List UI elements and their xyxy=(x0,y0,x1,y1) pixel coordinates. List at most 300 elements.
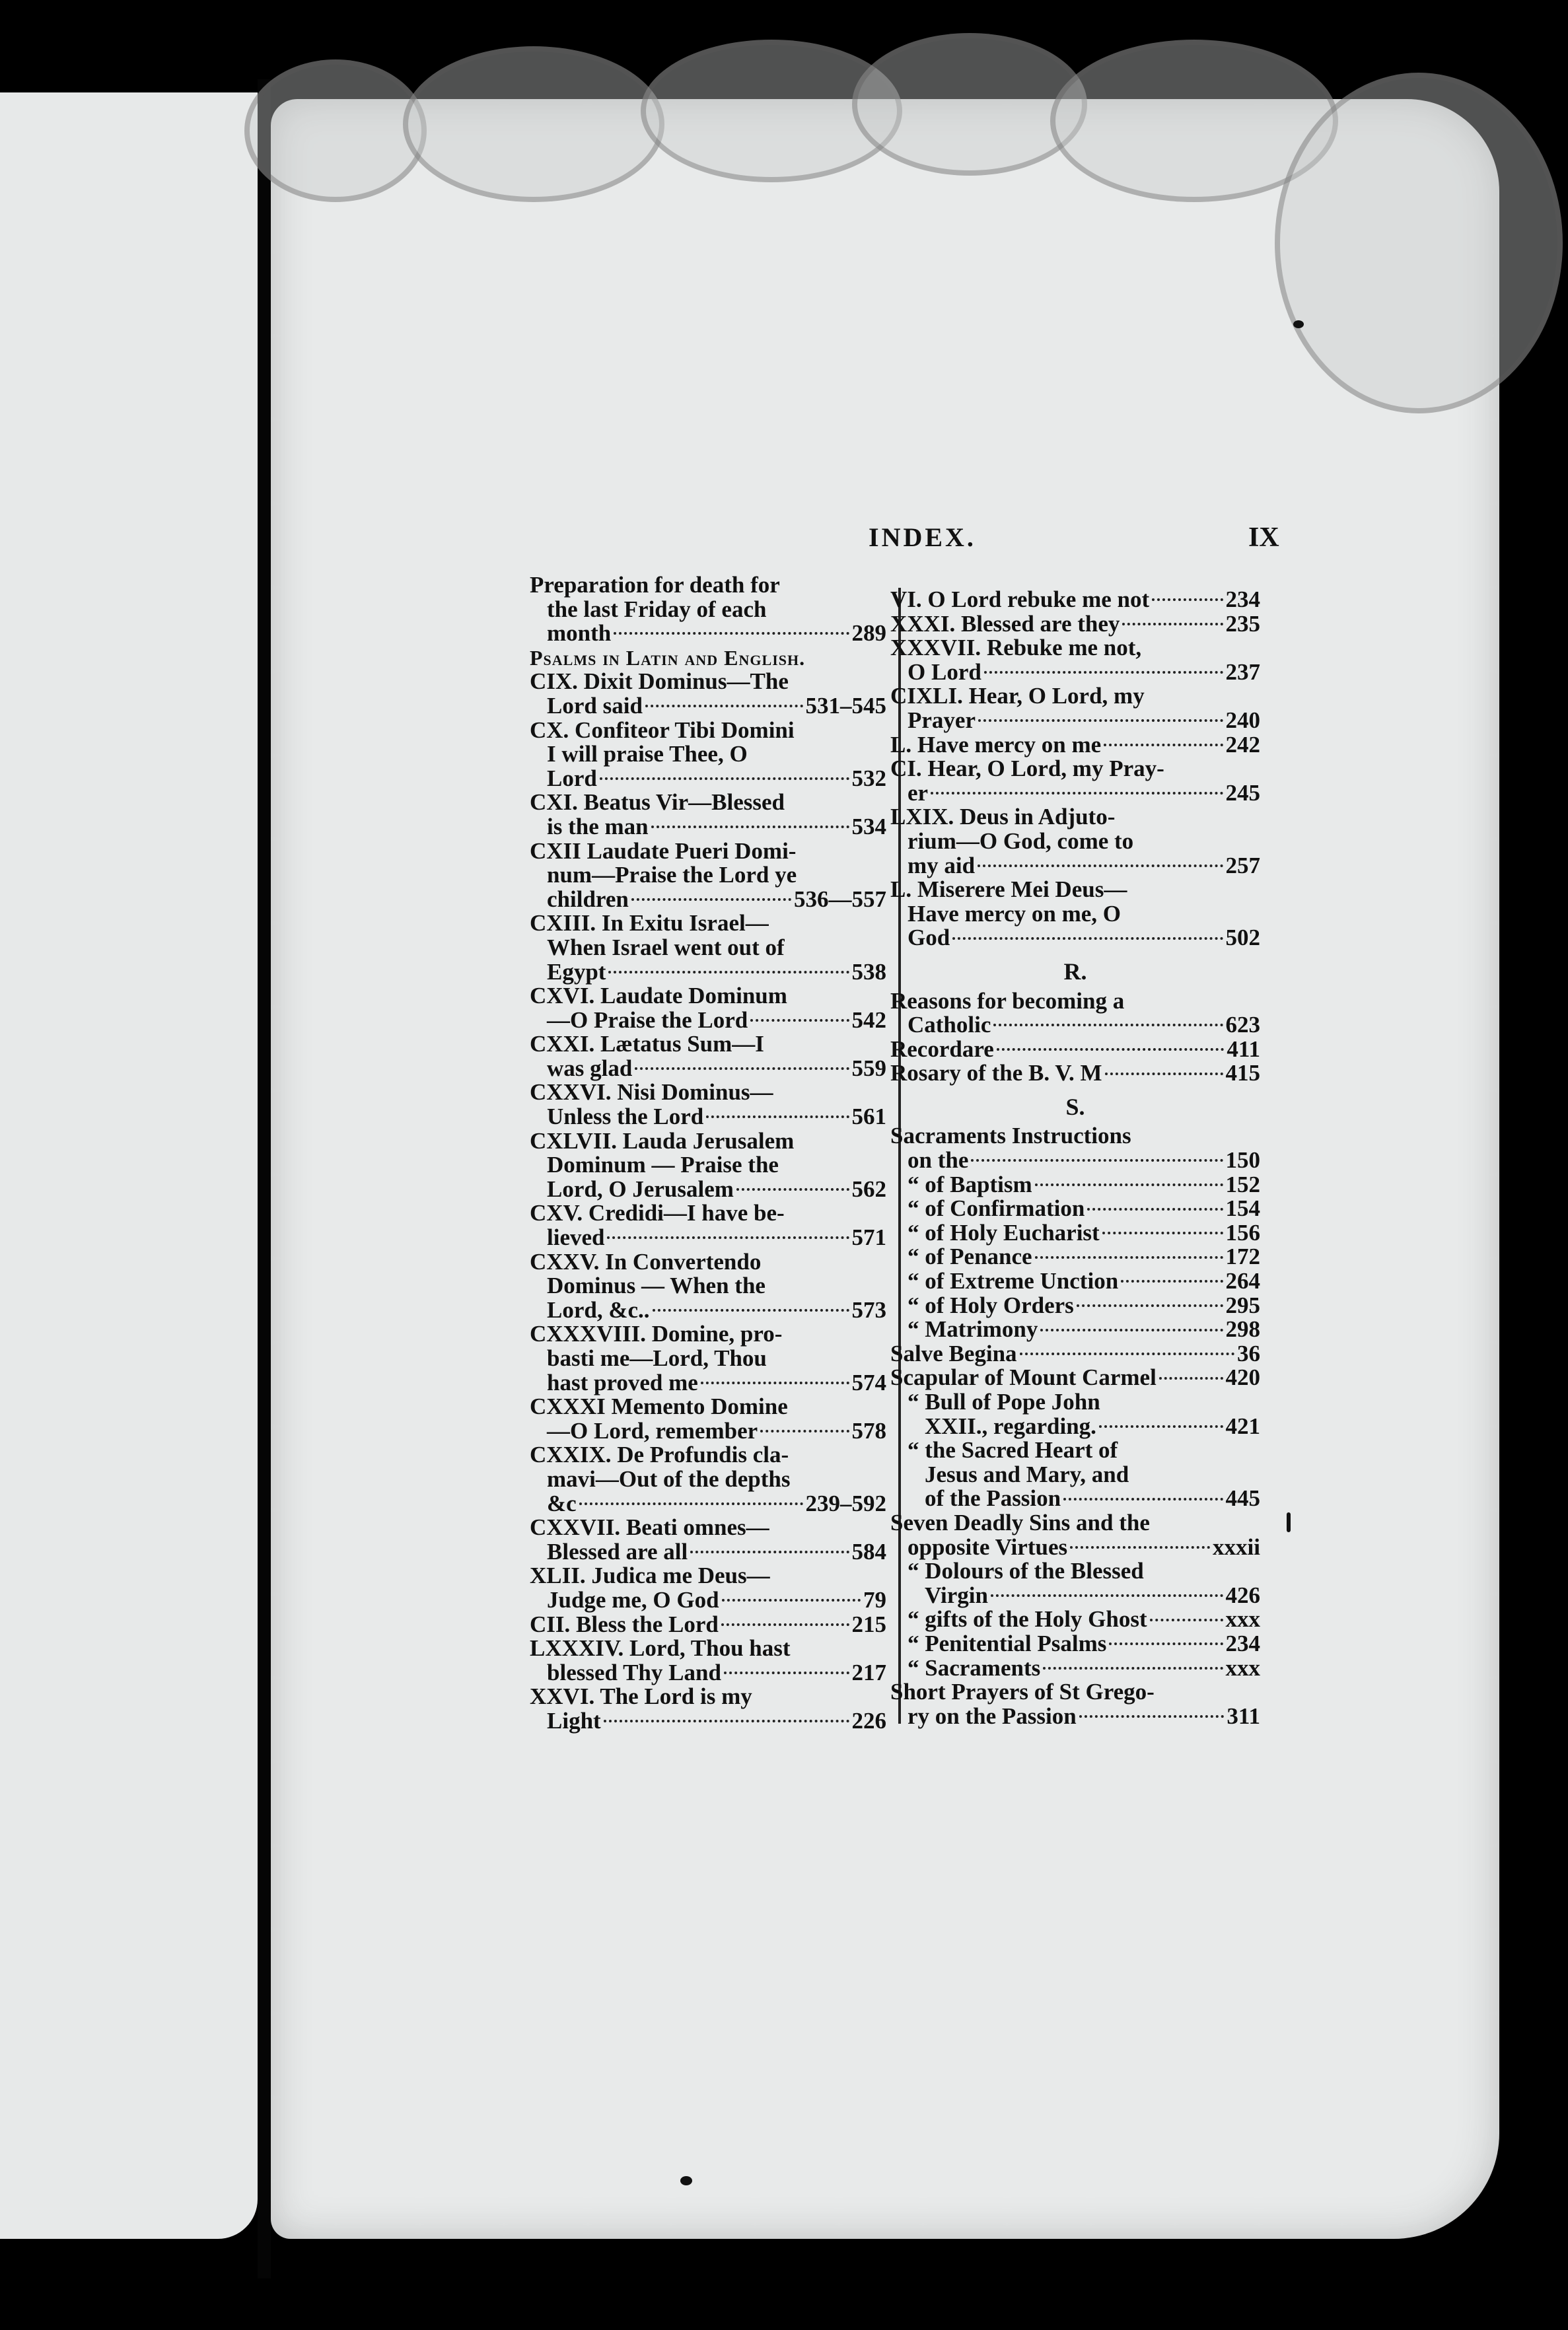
page-ref: 154 xyxy=(1225,1195,1260,1222)
entry-text: Recordare xyxy=(890,1036,994,1062)
index-entry xyxy=(530,791,886,839)
entry-text: CII. Bless the Lord xyxy=(530,1611,719,1637)
dot-leader xyxy=(724,1672,849,1674)
dot-leader xyxy=(978,719,1223,722)
page-ref: 445 xyxy=(1225,1485,1260,1512)
entry-text: Jesus and Mary, and xyxy=(925,1461,1129,1487)
entry-text: CXXVII. Beati omnes— xyxy=(530,1514,769,1541)
page-ref: 237 xyxy=(1225,658,1260,685)
entry-text: “ Penitential Psalms xyxy=(908,1630,1107,1656)
page-ref: 234 xyxy=(1225,586,1260,612)
entry-line xyxy=(530,1032,886,1057)
entry-line xyxy=(890,805,1260,830)
entry-text: CXVI. Laudate Dominum xyxy=(530,983,787,1009)
dot-leader xyxy=(614,632,849,635)
dot-leader xyxy=(1104,744,1223,746)
entry-line xyxy=(530,936,886,960)
page-ref: 235 xyxy=(1225,610,1260,637)
entry-text: I will praise Thee, O xyxy=(547,741,748,767)
entry-text: Seven Deadly Sins and the xyxy=(890,1509,1150,1536)
entry-line xyxy=(890,1038,1260,1062)
entry-line xyxy=(908,1318,1260,1342)
index-entry xyxy=(890,1342,1260,1366)
entry-line xyxy=(890,902,1260,927)
entry-line xyxy=(890,612,1260,637)
page-ref: 573 xyxy=(851,1296,886,1323)
entry-text: Light xyxy=(547,1707,601,1734)
index-entry xyxy=(890,1438,1260,1511)
water-stain xyxy=(403,46,664,202)
entry-line xyxy=(530,1492,886,1516)
dot-leader xyxy=(1035,1256,1223,1259)
page-ref: 172 xyxy=(1225,1244,1260,1270)
entry-line xyxy=(530,573,886,598)
entry-text: rium—O God, come to xyxy=(908,828,1134,854)
index-entry xyxy=(890,1632,1260,1656)
dot-leader xyxy=(952,937,1223,940)
entry-line xyxy=(908,1438,1260,1463)
index-entry xyxy=(890,757,1260,805)
entry-line xyxy=(890,1342,1260,1366)
entry-text: “ Sacraments xyxy=(908,1654,1041,1681)
page-ref: 532 xyxy=(851,765,886,791)
entry-line xyxy=(530,1057,886,1081)
dot-leader xyxy=(1122,623,1223,625)
page-ref: 239–592 xyxy=(805,1490,886,1516)
entry-text: ry on the Passion xyxy=(908,1703,1077,1729)
index-entry xyxy=(530,1322,886,1395)
page-ref: 240 xyxy=(1225,707,1260,733)
entry-text: O Lord xyxy=(908,658,981,685)
entry-text: blessed Thy Land xyxy=(547,1659,721,1685)
ink-spot xyxy=(680,2176,692,2185)
entry-line xyxy=(908,1487,1260,1511)
entry-text: CXLVII. Lauda Jerusalem xyxy=(530,1127,795,1154)
entry-text: “ of Penance xyxy=(908,1244,1032,1270)
entry-line xyxy=(530,1008,886,1033)
index-entry xyxy=(530,1443,886,1516)
entry-text: LXIX. Deus in Adjuto- xyxy=(890,804,1116,830)
page-ref: xxx xyxy=(1225,1654,1260,1681)
entry-line xyxy=(530,1129,886,1154)
entry-line xyxy=(890,588,1260,612)
entry-text: lieved xyxy=(547,1224,605,1251)
entry-text: XXII., regarding. xyxy=(925,1413,1096,1439)
page-ref: 584 xyxy=(851,1538,886,1565)
entry-text: Lord, &c.. xyxy=(547,1296,650,1323)
entry-text: Dominus — When the xyxy=(547,1273,766,1299)
entry-text: on the xyxy=(908,1147,969,1174)
dot-leader xyxy=(604,1720,849,1722)
page-ref: 421 xyxy=(1225,1413,1260,1439)
dot-leader xyxy=(1105,1073,1223,1075)
page-number: IX xyxy=(1248,522,1279,553)
page-ref: xxxii xyxy=(1213,1534,1260,1560)
entry-text: VI. O Lord rebuke me not xyxy=(890,586,1150,612)
entry-text: mavi—Out of the depths xyxy=(547,1465,791,1492)
entry-line xyxy=(908,1559,1260,1584)
index-entry xyxy=(530,984,886,1032)
entry-text: “ the Sacred Heart of xyxy=(908,1437,1118,1464)
entry-line xyxy=(530,1347,886,1371)
entry-text: “ of Confirmation xyxy=(908,1195,1085,1222)
entry-text: is the man xyxy=(547,813,649,839)
entry-text: my aid xyxy=(908,852,976,878)
index-entry xyxy=(530,1516,886,1564)
entry-line xyxy=(890,709,1260,733)
water-stain xyxy=(244,59,427,202)
page-ref: 574 xyxy=(851,1369,886,1395)
entry-text: CXXVI. Nisi Dominus— xyxy=(530,1079,773,1106)
index-entry xyxy=(530,1080,886,1129)
index-entry xyxy=(890,1390,1260,1438)
entry-line xyxy=(530,621,886,646)
entry-line xyxy=(890,854,1260,878)
dot-leader xyxy=(1035,1183,1223,1186)
entry-text: “ of Baptism xyxy=(908,1171,1032,1197)
dot-leader xyxy=(690,1551,849,1553)
letter-heading: S. xyxy=(1065,1093,1085,1120)
page-ref: 234 xyxy=(1225,1630,1260,1656)
index-entry xyxy=(890,1559,1260,1607)
dot-leader xyxy=(971,1159,1223,1162)
index-entry xyxy=(890,1607,1260,1632)
entry-line xyxy=(890,1148,1260,1173)
entry-text: Salve Begina xyxy=(890,1340,1017,1366)
page-ref: 242 xyxy=(1225,731,1260,758)
entry-text: “ Dolours of the Blessed xyxy=(908,1558,1144,1584)
entry-line xyxy=(530,1540,886,1565)
entry-text: LXXXIV. Lord, Thou hast xyxy=(530,1635,791,1662)
page-ref: 623 xyxy=(1225,1012,1260,1038)
index-entry xyxy=(530,573,886,646)
entry-text: —O Praise the Lord xyxy=(547,1006,748,1033)
page-ref: 245 xyxy=(1225,779,1260,806)
index-entry xyxy=(890,878,1260,950)
entry-text: “ Matrimony xyxy=(908,1316,1038,1343)
entry-text: CXIII. In Exitu Israel— xyxy=(530,910,769,936)
page-ref: 226 xyxy=(851,1707,886,1734)
dot-leader xyxy=(1077,1304,1223,1307)
entry-line xyxy=(890,1511,1260,1536)
ink-spot xyxy=(1293,320,1304,328)
page-ref: 36 xyxy=(1237,1340,1260,1366)
index-entry xyxy=(890,1269,1260,1294)
entry-line xyxy=(890,1061,1260,1086)
entry-text: L. Have mercy on me xyxy=(890,731,1102,758)
entry-text: of the Passion xyxy=(925,1485,1061,1512)
entry-text: Lord xyxy=(547,765,597,791)
entry-text: Prayer xyxy=(908,707,976,733)
entry-text: Lord, O Jerusalem xyxy=(547,1176,734,1202)
entry-line xyxy=(890,1536,1260,1560)
entry-line xyxy=(530,1395,886,1419)
page-ref: 536—557 xyxy=(794,886,886,912)
entry-line xyxy=(890,660,1260,685)
entry-text: Unless the Lord xyxy=(547,1104,704,1130)
page-ref: 534 xyxy=(851,813,886,839)
page-ref: 298 xyxy=(1225,1316,1260,1343)
entry-text: CXXXVIII. Domine, pro- xyxy=(530,1321,783,1347)
entry-line xyxy=(908,1173,1260,1197)
page-ref: 264 xyxy=(1225,1268,1260,1294)
dot-leader xyxy=(635,1067,849,1070)
index-entry xyxy=(530,719,886,791)
index-entry xyxy=(890,1680,1260,1728)
entry-line xyxy=(890,733,1260,758)
entry-text: num—Praise the Lord ye xyxy=(547,862,797,888)
page-ref: 311 xyxy=(1227,1703,1260,1729)
dot-leader xyxy=(1079,1715,1225,1718)
entry-line xyxy=(530,1516,886,1540)
entry-line xyxy=(530,960,886,985)
entry-text: Blessed are all xyxy=(547,1538,688,1565)
page-ref: 217 xyxy=(851,1659,886,1685)
entry-text: When Israel went out of xyxy=(547,934,785,960)
page-ref: 257 xyxy=(1225,852,1260,878)
entry-text: Sacraments Instructions xyxy=(890,1123,1131,1149)
entry-line xyxy=(530,598,886,622)
entry-text: &c xyxy=(547,1490,577,1516)
entry-line xyxy=(890,1013,1260,1038)
index-entry xyxy=(890,1173,1260,1197)
entry-text: CXXI. Lætatus Sum—I xyxy=(530,1031,764,1057)
entry-line xyxy=(890,684,1260,709)
dot-leader xyxy=(1109,1642,1223,1645)
entry-line xyxy=(530,1250,886,1275)
entry-text: XLII. Judica me Deus— xyxy=(530,1563,770,1589)
entry-line xyxy=(890,878,1260,902)
entry-line xyxy=(530,742,886,767)
index-entry xyxy=(530,1637,886,1685)
entry-text: the last Friday of each xyxy=(547,596,767,622)
entry-line xyxy=(530,984,886,1008)
index-entry xyxy=(530,1613,886,1637)
entry-text: XXXI. Blessed are they xyxy=(890,610,1120,637)
page-ref: 538 xyxy=(851,958,886,985)
index-entry xyxy=(530,1685,886,1733)
entry-line xyxy=(908,1197,1260,1221)
entry-line xyxy=(908,1632,1260,1656)
entry-text: CXXV. In Convertendo xyxy=(530,1248,762,1275)
entry-line xyxy=(530,1467,886,1492)
index-entry xyxy=(890,1245,1260,1269)
page-ref: 562 xyxy=(851,1176,886,1202)
section-heading: Psalms in Latin and English. xyxy=(530,645,806,670)
entry-text: CXXIX. De Profundis cla- xyxy=(530,1442,789,1468)
book-gutter xyxy=(258,79,271,2278)
dot-leader xyxy=(600,777,849,780)
entry-text: L. Miserere Mei Deus— xyxy=(890,876,1127,903)
index-entry xyxy=(890,1294,1260,1318)
page-ref: 531–545 xyxy=(805,692,886,719)
dot-leader xyxy=(997,1048,1225,1051)
water-stain xyxy=(852,33,1087,176)
entry-text: “ of Extreme Unction xyxy=(908,1268,1119,1294)
entry-text: Short Prayers of St Grego- xyxy=(890,1679,1155,1705)
dot-leader xyxy=(607,1236,849,1239)
entry-line xyxy=(908,1584,1260,1608)
entry-text: children xyxy=(547,886,629,912)
entry-line xyxy=(890,830,1260,854)
entry-line xyxy=(530,1685,886,1709)
dot-leader xyxy=(1159,1377,1223,1380)
index-entry xyxy=(890,1061,1260,1086)
index-entry xyxy=(890,1124,1260,1172)
entry-text: hast proved me xyxy=(547,1369,698,1395)
page-ref: 295 xyxy=(1225,1292,1260,1318)
entry-line xyxy=(530,1201,886,1226)
entry-text: —O Lord, remember xyxy=(547,1417,758,1444)
page-ref: 561 xyxy=(851,1104,886,1130)
dot-leader xyxy=(1070,1546,1210,1549)
entry-line xyxy=(530,1588,886,1613)
entry-text: “ of Holy Orders xyxy=(908,1292,1074,1318)
entry-text: God xyxy=(908,925,950,951)
index-entry xyxy=(530,1395,886,1443)
index-entry xyxy=(890,1038,1260,1062)
entry-line xyxy=(530,1661,886,1685)
dot-leader xyxy=(1099,1425,1223,1428)
entry-text: month xyxy=(547,620,612,647)
dot-leader xyxy=(1102,1232,1223,1234)
page-ref: 156 xyxy=(1225,1219,1260,1246)
index-entry xyxy=(530,1032,886,1080)
dot-leader xyxy=(701,1382,849,1384)
page-ref: 415 xyxy=(1225,1060,1260,1086)
entry-line xyxy=(530,1371,886,1395)
entry-line xyxy=(530,815,886,839)
entry-line xyxy=(890,781,1260,806)
index-entry xyxy=(890,636,1260,684)
entry-text: CXXXI Memento Domine xyxy=(530,1394,788,1420)
index-entry xyxy=(530,1250,886,1323)
entry-text: Lord said xyxy=(547,692,643,719)
index-entry xyxy=(530,911,886,984)
index-entry xyxy=(530,1129,886,1202)
entry-line xyxy=(908,1245,1260,1269)
dot-leader xyxy=(653,1309,849,1312)
dot-leader xyxy=(721,1623,849,1626)
dot-leader xyxy=(978,865,1223,867)
dot-leader xyxy=(991,1594,1223,1597)
page-ref: 426 xyxy=(1225,1582,1260,1608)
entry-line xyxy=(530,1105,886,1129)
entry-text: CXI. Beatus Vir—Blessed xyxy=(530,789,785,816)
entry-text: CI. Hear, O Lord, my Pray- xyxy=(890,756,1164,782)
entry-line xyxy=(530,1443,886,1467)
entry-line xyxy=(530,791,886,815)
entry-line xyxy=(530,863,886,888)
entry-line xyxy=(908,1656,1260,1681)
entry-line xyxy=(530,1274,886,1298)
entry-line xyxy=(530,1178,886,1202)
entry-text: CIXLI. Hear, O Lord, my xyxy=(890,683,1145,709)
index-column-right xyxy=(890,588,1260,1728)
dot-leader xyxy=(984,671,1223,674)
dot-leader xyxy=(750,1019,849,1022)
entry-line xyxy=(530,670,886,694)
entry-text: basti me—Lord, Thou xyxy=(547,1345,767,1371)
entry-line xyxy=(530,1564,886,1588)
entry-line xyxy=(908,1269,1260,1294)
entry-text: CX. Confiteor Tibi Domini xyxy=(530,717,795,743)
entry-line xyxy=(908,1294,1260,1318)
letter-heading: R. xyxy=(1063,958,1087,985)
index-entry xyxy=(890,1511,1260,1559)
entry-text: Scapular of Mount Carmel xyxy=(890,1364,1157,1391)
dot-leader xyxy=(706,1115,849,1118)
entry-line xyxy=(908,1221,1260,1246)
entry-text: Rosary of the B. V. M xyxy=(890,1060,1102,1086)
entry-line xyxy=(530,1709,886,1734)
page-title: INDEX. xyxy=(869,522,976,552)
dot-leader xyxy=(736,1188,849,1191)
index-entry xyxy=(890,989,1260,1038)
entry-line xyxy=(890,1124,1260,1148)
ink-spot xyxy=(1287,1512,1291,1532)
entry-line xyxy=(890,636,1260,660)
entry-line xyxy=(530,888,886,912)
page-ref: 150 xyxy=(1225,1147,1260,1174)
entry-text: “ Bull of Pope John xyxy=(908,1389,1100,1415)
page-ref: 502 xyxy=(1225,925,1260,951)
entry-text: Catholic xyxy=(908,1012,991,1038)
entry-line xyxy=(890,1705,1260,1729)
index-entry xyxy=(890,1221,1260,1246)
entry-line xyxy=(530,1637,886,1661)
entry-line xyxy=(890,1680,1260,1705)
entry-text: CXII Laudate Pueri Domi- xyxy=(530,837,797,864)
entry-line xyxy=(908,1390,1260,1415)
entry-line xyxy=(908,1463,1260,1487)
dot-leader xyxy=(1020,1353,1234,1355)
entry-text: “ gifts of the Holy Ghost xyxy=(908,1606,1147,1633)
water-stain xyxy=(1275,73,1563,413)
entry-text: Egypt xyxy=(547,958,606,985)
dot-leader xyxy=(631,898,791,901)
entry-line xyxy=(530,1080,886,1105)
index-entry xyxy=(530,839,886,912)
dot-leader xyxy=(1043,1667,1223,1670)
index-entry xyxy=(890,1318,1260,1342)
entry-line xyxy=(530,839,886,864)
index-entry xyxy=(530,670,886,718)
entry-line xyxy=(530,1153,886,1178)
dot-leader xyxy=(1121,1280,1223,1283)
dot-leader xyxy=(1150,1619,1223,1621)
dot-leader xyxy=(1152,598,1223,601)
dot-leader xyxy=(579,1502,803,1505)
index-entry xyxy=(890,1366,1260,1390)
dot-leader xyxy=(760,1430,849,1432)
index-entry xyxy=(530,1564,886,1612)
index-entry xyxy=(890,733,1260,758)
page-ref: 289 xyxy=(851,620,886,647)
page-ref: 542 xyxy=(851,1006,886,1033)
dot-leader xyxy=(1087,1208,1223,1211)
entry-line xyxy=(530,767,886,791)
page-ref: 571 xyxy=(851,1224,886,1251)
entry-line xyxy=(530,911,886,936)
dot-leader xyxy=(645,705,803,707)
entry-line xyxy=(530,719,886,743)
entry-line xyxy=(890,989,1260,1014)
entry-text: was glad xyxy=(547,1055,633,1081)
entry-text: Reasons for becoming a xyxy=(890,987,1125,1014)
entry-line xyxy=(530,694,886,719)
dot-leader xyxy=(1063,1498,1223,1500)
